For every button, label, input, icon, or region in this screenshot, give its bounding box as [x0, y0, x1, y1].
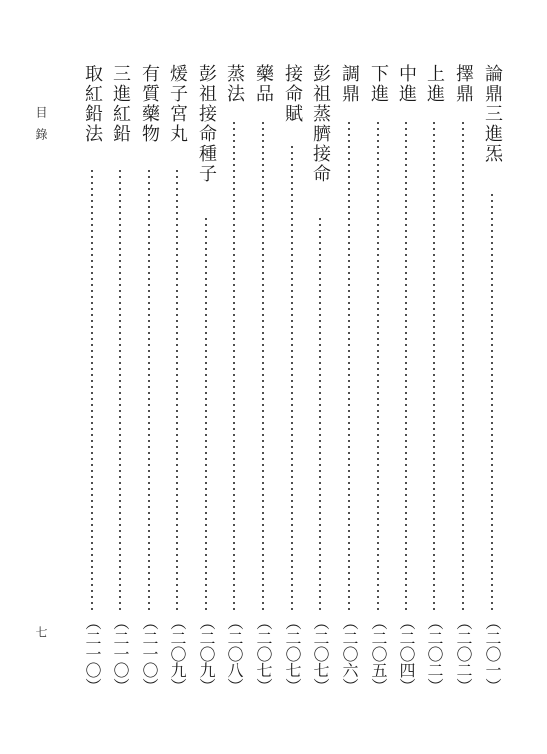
toc-entry — [308, 64, 332, 694]
leader-dots — [462, 120, 464, 610]
leader-dots — [348, 120, 350, 610]
toc-entry — [222, 64, 246, 694]
entry-page-number: （二〇六） — [340, 614, 359, 694]
entry-page-number: （二〇二） — [454, 614, 473, 694]
entry-page-number: （二〇七） — [283, 614, 302, 694]
leader-dots — [233, 120, 235, 610]
leader-dots — [319, 216, 321, 610]
entry-page-number: （二〇一） — [483, 614, 502, 694]
entry-title: 有質藥物 — [139, 64, 160, 144]
entry-title: 下進 — [368, 64, 389, 104]
entry-page-number: （二〇九） — [168, 614, 187, 694]
entry-page-number: （二〇二） — [425, 614, 444, 694]
entry-title: 彭祖蒸臍接命 — [310, 64, 331, 184]
entry-title: 中進 — [396, 64, 417, 104]
entry-page-number: （二〇七） — [311, 614, 330, 694]
margin-page-number: 七 — [34, 626, 48, 638]
leader-dots — [91, 168, 93, 610]
leader-dots — [119, 168, 121, 610]
toc-entry — [337, 64, 361, 694]
entry-page-number: （二〇九） — [197, 614, 216, 694]
toc-entry — [165, 64, 189, 694]
leader-dots — [491, 192, 493, 610]
toc-entry — [80, 64, 104, 694]
leader-dots — [262, 120, 264, 610]
entry-title: 論鼎三進炁 — [482, 64, 503, 164]
entry-title: 取紅鉛法 — [82, 64, 103, 144]
toc-entry — [480, 64, 504, 694]
leader-dots — [377, 120, 379, 610]
entry-page-number: （二一〇） — [111, 614, 130, 694]
toc-entry — [108, 64, 132, 694]
toc-entry — [394, 64, 418, 694]
toc-entry — [280, 64, 304, 694]
entry-title: 調鼎 — [339, 64, 360, 104]
leader-dots — [176, 168, 178, 610]
entry-title: 擇鼎 — [453, 64, 474, 104]
entry-page-number: （二〇四） — [397, 614, 416, 694]
entry-page-number: （二一〇） — [140, 614, 159, 694]
entry-title: 上進 — [424, 64, 445, 104]
leader-dots — [291, 144, 293, 610]
entry-title: 彭祖接命種子 — [196, 64, 217, 184]
margin-section-title: 目錄 — [34, 106, 48, 150]
entry-page-number: （二〇五） — [369, 614, 388, 694]
entry-page-number: （二〇七） — [254, 614, 273, 694]
entry-title: 煖子宮丸 — [167, 64, 188, 144]
leader-dots — [148, 168, 150, 610]
toc-entry — [422, 64, 446, 694]
toc-entry — [251, 64, 275, 694]
entry-page-number: （二一〇） — [83, 614, 102, 694]
toc-entry — [451, 64, 475, 694]
leader-dots — [405, 120, 407, 610]
toc-entry — [194, 64, 218, 694]
entry-title: 蒸法 — [224, 64, 245, 104]
entry-title: 三進紅鉛 — [110, 64, 131, 144]
toc-entry — [366, 64, 390, 694]
entry-page-number: （二〇八） — [225, 614, 244, 694]
leader-dots — [205, 216, 207, 610]
entry-title: 接命賦 — [282, 64, 303, 124]
leader-dots — [433, 120, 435, 610]
toc-entry — [137, 64, 161, 694]
entry-title: 藥品 — [253, 64, 274, 104]
